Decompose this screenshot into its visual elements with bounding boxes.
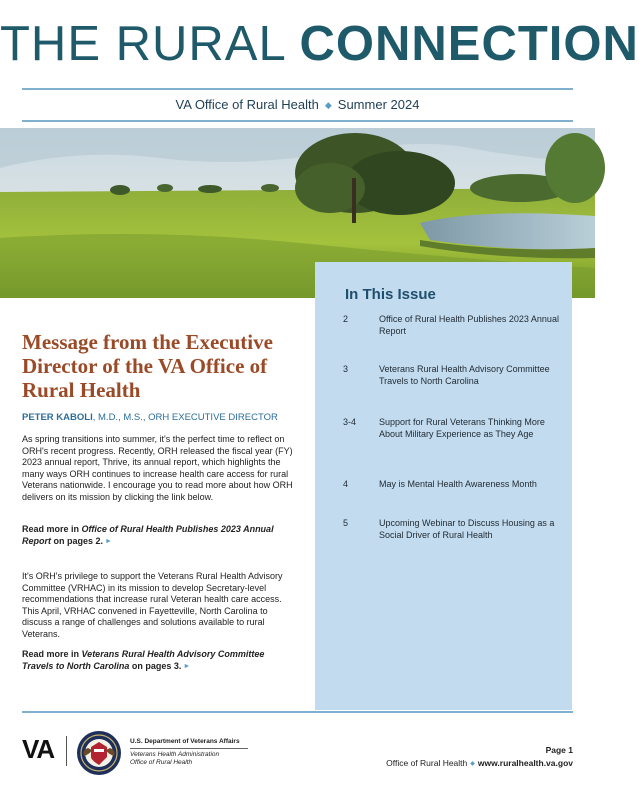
toc-page: 5	[343, 518, 349, 528]
sidebar-heading: In This Issue	[345, 286, 436, 303]
issue-subhead	[0, 97, 595, 112]
toc-title: May is Mental Health Awareness Month	[379, 479, 537, 489]
toc-title: Support for Rural Veterans Thinking More About Military Experience as They Age	[379, 417, 545, 439]
footer-org: Office of Rural Health	[386, 758, 468, 768]
byline-name: PETER KABOLI	[22, 412, 93, 423]
va-seal-icon	[76, 730, 122, 781]
page-number: Page 1	[545, 745, 573, 755]
masthead-light: THE RURAL	[0, 17, 285, 71]
subhead-org: VA Office of Rural Health	[175, 97, 319, 112]
department-block	[130, 738, 248, 767]
vha-name: Veterans Health Administration	[130, 751, 220, 758]
byline	[22, 412, 278, 423]
footer-contact	[386, 758, 573, 768]
read-more-link[interactable]	[22, 649, 297, 672]
toc-title: Upcoming Webinar to Discuss Housing as a Social Driver of Rural Health	[379, 518, 555, 540]
toc-page: 3-4	[343, 417, 357, 427]
subhead-rule	[22, 120, 573, 122]
footer-url-link[interactable]: www.ruralhealth.va.gov	[477, 758, 573, 768]
arrow-icon: ►	[183, 662, 191, 670]
diamond-icon: ◆	[324, 100, 332, 110]
read-more-prefix: Read more in	[22, 649, 82, 659]
top-rule	[22, 88, 573, 90]
article-paragraph: It's ORH's privilege to support the Veterans Rural Health Advisory Committee (VRHAC) in its mission to develop Secretary-level recommendations that increase rural Veteran health care access. This April, VRHAC convened in Fayetteville, North Carolina to discuss a range of challenges and solutions available to rural Veterans.	[22, 571, 283, 639]
footer-rule	[22, 711, 573, 713]
toc-title: Veterans Rural Health Advisory Committee Travels to North Carolina	[379, 364, 550, 386]
toc-page: 2	[343, 314, 349, 324]
diamond-icon: ◆	[470, 761, 475, 767]
office-name: Office of Rural Health	[130, 759, 193, 766]
logo-divider	[66, 736, 67, 766]
masthead-bold: CONNECTION	[299, 17, 639, 71]
article-title: Message from the Executive Director of the VA Office of Rural Health	[22, 330, 273, 402]
read-more-link[interactable]	[22, 524, 297, 547]
byline-role: , M.D., M.S., ORH EXECUTIVE DIRECTOR	[92, 412, 278, 423]
arrow-icon: ►	[105, 537, 112, 545]
read-more-prefix: Read more in	[22, 524, 82, 534]
read-more-suffix: on pages 2.	[51, 535, 104, 546]
article-paragraph: As spring transitions into summer, it's the perfect time to reflect on ORH's recent progress. Recently, ORH released the fiscal year (FY) 2023 annual report, Thrive, its annual report, which highlights the many ways ORH continues to increase health care access for rural Veterans nationwide. I encourage you to read more about how ORH delivers on its mission by clicking the link below.	[22, 434, 293, 502]
read-more-title: Office of Rural Health Publishes 2023 Annual Report	[22, 524, 274, 546]
read-more-suffix: on pages 3.	[129, 660, 182, 671]
toc-title: Office of Rural Health Publishes 2023 Annual Report	[379, 314, 559, 336]
in-this-issue-sidebar	[315, 262, 572, 710]
dept-name: U.S. Department of Veterans Affairs	[130, 738, 248, 749]
va-logo: VA	[22, 734, 55, 764]
read-more-title: Veterans Rural Health Advisory Committee Travels to North Carolina	[22, 649, 265, 671]
masthead-title	[0, 14, 639, 74]
toc-page: 3	[343, 364, 349, 374]
subhead-issue: Summer 2024	[337, 97, 420, 112]
toc-page: 4	[343, 479, 349, 489]
